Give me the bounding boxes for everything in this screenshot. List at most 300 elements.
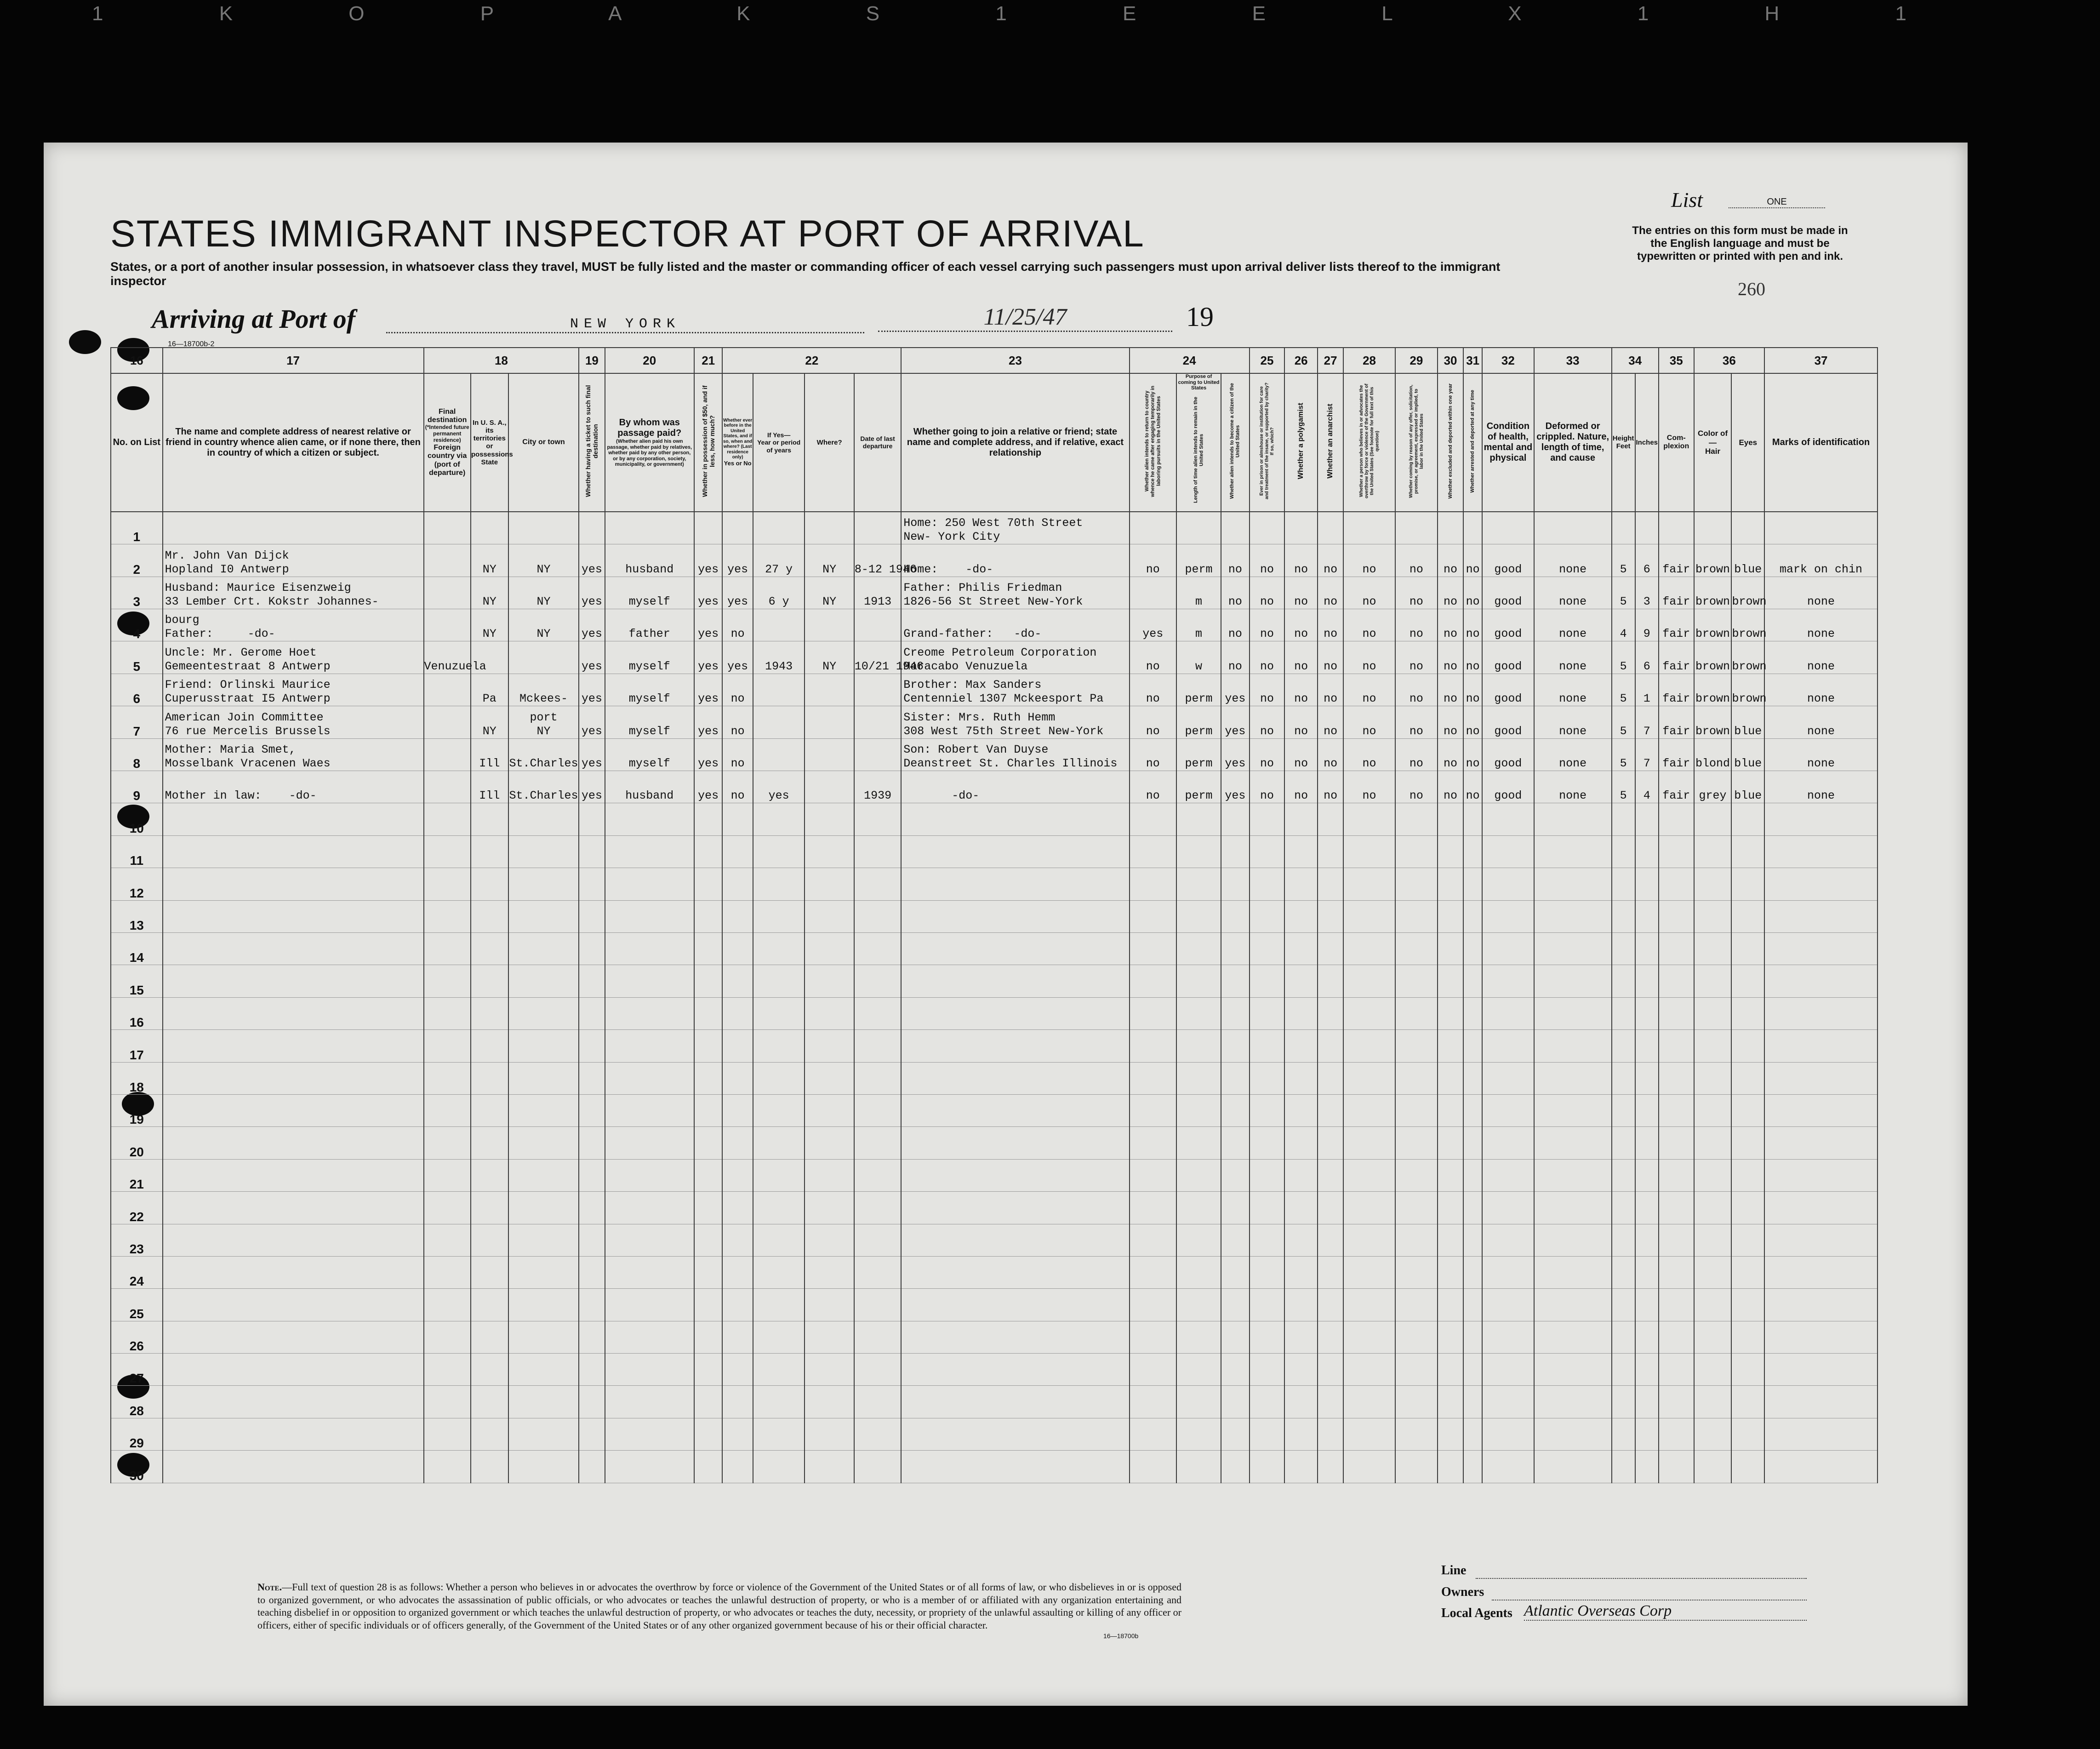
- empty-cell: [805, 1159, 854, 1191]
- years-in-us-value: 6 y: [768, 595, 789, 609]
- cell-q28: [1343, 544, 1395, 577]
- row-number: 10: [111, 803, 163, 835]
- cell-possession-50: [694, 706, 722, 738]
- empty-cell: [854, 1354, 901, 1386]
- empty-cell: [1612, 1321, 1635, 1353]
- empty-cell: [1463, 1094, 1482, 1126]
- cell-polygamist: [1284, 674, 1318, 706]
- empty-cell: [1534, 803, 1612, 835]
- empty-cell: [1318, 965, 1343, 997]
- empty-cell: [1612, 1289, 1635, 1321]
- cell-passage-paid-by: [605, 512, 694, 544]
- empty-cell: [1284, 1451, 1318, 1483]
- cell-join-relative: [901, 738, 1129, 771]
- empty-cell: [1250, 1418, 1285, 1450]
- empty-cell: [1659, 933, 1694, 965]
- empty-cell: [1635, 1418, 1659, 1450]
- empty-cell: [854, 1127, 901, 1159]
- table-row: [111, 1321, 1877, 1353]
- hair-color-value: brown: [1695, 692, 1730, 706]
- anarchist-value: no: [1324, 757, 1338, 771]
- height-inches-value: 9: [1643, 627, 1650, 641]
- q28-value: no: [1362, 627, 1376, 641]
- cell-years-in-us: [753, 641, 805, 674]
- cell-eye-color: [1731, 544, 1764, 577]
- cell-complexion: [1659, 544, 1694, 577]
- cell-anarchist: [1318, 577, 1343, 609]
- cell-deformed: [1534, 609, 1612, 641]
- foreign-country-value: Venuzuela: [424, 659, 486, 673]
- cell-purpose-length: [1176, 771, 1221, 803]
- q28-value: no: [1362, 757, 1376, 771]
- empty-cell: [424, 868, 471, 900]
- table-row: [111, 933, 1877, 965]
- empty-cell: [722, 1289, 753, 1321]
- empty-cell: [605, 1062, 694, 1094]
- row-number: 8: [111, 738, 163, 771]
- empty-cell: [722, 1030, 753, 1062]
- cell-health: [1482, 674, 1534, 706]
- hair-color-value: brown: [1695, 627, 1730, 641]
- cell-ever-before: [722, 738, 753, 771]
- header-complexion: Com-plexion: [1659, 373, 1694, 512]
- empty-cell: [1250, 1451, 1285, 1483]
- cell-q30: [1438, 738, 1463, 771]
- empty-cell: [805, 1224, 854, 1256]
- empty-cell: [854, 1418, 901, 1450]
- empty-cell: [1463, 1418, 1482, 1450]
- empty-cell: [722, 997, 753, 1029]
- empty-cell: [1130, 1321, 1176, 1353]
- empty-cell: [1694, 1354, 1732, 1386]
- empty-cell: [508, 1030, 579, 1062]
- empty-cell: [579, 1127, 605, 1159]
- table-row: [111, 609, 1877, 641]
- empty-cell: [605, 1321, 694, 1353]
- empty-cell: [1764, 868, 1877, 900]
- deformed-value: none: [1559, 595, 1587, 609]
- empty-cell: [1482, 997, 1534, 1029]
- date-last-departure-value: 1939: [864, 789, 892, 803]
- empty-cell: [508, 1451, 579, 1483]
- empty-cell: [805, 1418, 854, 1450]
- color-of-label: Color of—: [1697, 429, 1728, 447]
- cell-ever-before: [722, 706, 753, 738]
- cell-where: [805, 706, 854, 738]
- row-number: 9: [111, 771, 163, 803]
- date-last-departure-value: 1913: [864, 595, 892, 609]
- deformed-value: none: [1559, 692, 1587, 706]
- join-relative-value: Sister: Mrs. Ruth Hemm 308 West 75th Street New-York: [903, 710, 1104, 738]
- empty-cell: [1694, 1289, 1732, 1321]
- empty-cell: [694, 868, 722, 900]
- cell-q28: [1343, 674, 1395, 706]
- join-relative-value: Home: 250 West 70th Street New- York City: [903, 516, 1083, 544]
- empty-cell: [508, 1224, 579, 1256]
- height-feet-value: 5: [1620, 692, 1627, 706]
- empty-cell: [1318, 900, 1343, 932]
- empty-cell: [1659, 1062, 1694, 1094]
- colnum-29: 29: [1395, 348, 1438, 373]
- cell-passage-paid-by: [605, 609, 694, 641]
- cell-purpose-citizen: [1221, 641, 1249, 674]
- empty-cell: [805, 1354, 854, 1386]
- header-q26: [1284, 373, 1318, 512]
- list-value: ONE: [1729, 197, 1825, 208]
- cell-hair-color: [1694, 544, 1732, 577]
- anarchist-value: no: [1324, 627, 1338, 641]
- deformed-value: none: [1559, 757, 1587, 771]
- row-number: 26: [111, 1321, 163, 1353]
- empty-cell: [1221, 1451, 1249, 1483]
- header-possession-50: [694, 373, 722, 512]
- eye-color-value: brown: [1732, 692, 1767, 706]
- empty-cell: [1612, 868, 1635, 900]
- empty-cell: [1635, 1354, 1659, 1386]
- empty-cell: [1130, 868, 1176, 900]
- cell-eye-color: [1731, 641, 1767, 674]
- empty-cell: [1250, 1159, 1285, 1191]
- empty-cell: [1612, 803, 1635, 835]
- cell-polygamist: [1284, 609, 1318, 641]
- empty-cell: [805, 1321, 854, 1353]
- cell-dest-city: [508, 512, 579, 544]
- empty-cell: [854, 900, 901, 932]
- purpose-label: Purpose of coming to United States: [1178, 374, 1220, 391]
- empty-cell: [508, 1321, 579, 1353]
- cell-q28: [1343, 771, 1395, 803]
- dest-city-value: Mckees-: [519, 692, 568, 706]
- empty-cell: [854, 835, 901, 868]
- empty-cell: [579, 1030, 605, 1062]
- relative-abroad-value: Mother in law: -do-: [165, 789, 317, 803]
- empty-cell: [1463, 868, 1482, 900]
- empty-cell: [579, 1321, 605, 1353]
- purpose-length-value: m: [1195, 627, 1203, 641]
- empty-cell: [1130, 1451, 1176, 1483]
- identification-marks-value: none: [1807, 627, 1835, 641]
- empty-cell: [1482, 1062, 1534, 1094]
- empty-cell: [805, 1030, 854, 1062]
- cell-date-last-departure: [854, 706, 901, 738]
- cell-where: [805, 738, 854, 771]
- empty-cell: [1318, 868, 1343, 900]
- q31-value: no: [1466, 627, 1480, 641]
- empty-cell: [805, 1386, 854, 1418]
- empty-cell: [1731, 1159, 1764, 1191]
- empty-cell: [1764, 1256, 1877, 1288]
- cell-height-feet: [1612, 771, 1635, 803]
- eye-color-value: brown: [1732, 659, 1767, 673]
- empty-cell: [722, 1354, 753, 1386]
- cell-purpose-citizen: [1221, 771, 1249, 803]
- cell-purpose-return: [1130, 544, 1176, 577]
- empty-cell: [605, 900, 694, 932]
- empty-cell: [1534, 1030, 1612, 1062]
- anarchist-value: no: [1324, 659, 1338, 673]
- empty-cell: [753, 868, 805, 900]
- table-row: [111, 965, 1877, 997]
- height-inches-value: 7: [1643, 724, 1650, 738]
- header-q30: [1438, 373, 1463, 512]
- health-value: good: [1494, 562, 1522, 576]
- cell-q30: [1438, 512, 1463, 544]
- empty-cell: [424, 1256, 471, 1288]
- empty-cell: [1659, 1224, 1694, 1256]
- cell-eye-color: [1731, 706, 1764, 738]
- empty-cell: [1635, 1451, 1659, 1483]
- cell-hair-color: [1694, 512, 1732, 544]
- empty-cell: [1176, 835, 1221, 868]
- empty-cell: [805, 1062, 854, 1094]
- possession-50-value: yes: [698, 692, 719, 706]
- empty-cell: [1694, 933, 1732, 965]
- row-number: 14: [111, 933, 163, 965]
- empty-cell: [1635, 835, 1659, 868]
- row-number: 7: [111, 706, 163, 738]
- purpose-length-value: perm: [1185, 789, 1213, 803]
- empty-cell: [605, 868, 694, 900]
- empty-cell: [1284, 1289, 1318, 1321]
- footnote-label: Note.: [257, 1581, 282, 1593]
- cell-purpose-citizen: [1221, 512, 1249, 544]
- deformed-value: none: [1559, 627, 1587, 641]
- empty-cell: [1176, 803, 1221, 835]
- cell-years-in-us: [753, 544, 805, 577]
- page-number: 260: [1738, 279, 1765, 299]
- cell-foreign-country: [424, 771, 471, 803]
- cell-q30: [1438, 577, 1463, 609]
- empty-cell: [1176, 1321, 1221, 1353]
- empty-cell: [424, 965, 471, 997]
- polygamist-value: no: [1294, 789, 1308, 803]
- row-number: 4: [111, 609, 163, 641]
- cell-purpose-citizen: [1221, 544, 1249, 577]
- empty-cell: [901, 1451, 1129, 1483]
- empty-cell: [1482, 1094, 1534, 1126]
- empty-cell: [1731, 933, 1764, 965]
- empty-cell: [1534, 1159, 1612, 1191]
- empty-cell: [1395, 1386, 1438, 1418]
- empty-cell: [163, 1062, 424, 1094]
- empty-cell: [163, 1289, 424, 1321]
- empty-cell: [1612, 1354, 1635, 1386]
- empty-cell: [694, 1418, 722, 1450]
- q30-value: no: [1444, 724, 1458, 738]
- empty-cell: [1176, 1256, 1221, 1288]
- empty-cell: [1482, 1321, 1534, 1353]
- complexion-value: fair: [1662, 789, 1690, 803]
- empty-cell: [1221, 1224, 1249, 1256]
- empty-cell: [1395, 1127, 1438, 1159]
- empty-cell: [1659, 835, 1694, 868]
- table-row: [111, 1062, 1877, 1094]
- empty-cell: [1130, 1354, 1176, 1386]
- empty-cell: [1130, 1094, 1176, 1126]
- empty-cell: [1395, 1321, 1438, 1353]
- empty-cell: [1635, 1127, 1659, 1159]
- cell-dest-city: [508, 674, 579, 706]
- q30-value: no: [1444, 757, 1458, 771]
- empty-cell: [1764, 1030, 1877, 1062]
- empty-cell: [694, 900, 722, 932]
- empty-cell: [1395, 1289, 1438, 1321]
- empty-cell: [508, 900, 579, 932]
- empty-cell: [1635, 965, 1659, 997]
- cell-q30: [1438, 609, 1463, 641]
- empty-cell: [1176, 933, 1221, 965]
- empty-cell: [508, 1062, 579, 1094]
- empty-cell: [1463, 933, 1482, 965]
- cell-q29: [1395, 512, 1438, 544]
- empty-cell: [1534, 1127, 1612, 1159]
- empty-cell: [854, 933, 901, 965]
- empty-cell: [805, 1094, 854, 1126]
- polygamist-value: no: [1294, 659, 1308, 673]
- cell-eye-color: [1731, 674, 1767, 706]
- height-inches-value: 7: [1643, 757, 1650, 771]
- cell-height-inches: [1635, 641, 1659, 674]
- empty-cell: [1482, 1451, 1534, 1483]
- empty-cell: [1395, 835, 1438, 868]
- owners-field: [1492, 1585, 1807, 1600]
- empty-cell: [1221, 1386, 1249, 1418]
- header-year-period: [753, 373, 805, 512]
- header-q29: [1395, 373, 1438, 512]
- empty-cell: [1659, 1159, 1694, 1191]
- empty-cell: [579, 1224, 605, 1256]
- purpose-length-value: m: [1195, 595, 1203, 609]
- cell-height-inches: [1635, 738, 1659, 771]
- header-q28: [1343, 373, 1395, 512]
- empty-cell: [1221, 965, 1249, 997]
- row-number: 20: [111, 1127, 163, 1159]
- eye-color-value: blue: [1734, 757, 1762, 771]
- if-yes-label: If Yes—: [767, 431, 791, 439]
- cell-anarchist: [1318, 512, 1343, 544]
- empty-cell: [579, 900, 605, 932]
- empty-cell: [1482, 868, 1534, 900]
- cell-purpose-length: [1176, 512, 1221, 544]
- q25-value: no: [1260, 595, 1274, 609]
- height-feet-value: 5: [1620, 562, 1627, 576]
- cell-dest-state: [471, 706, 508, 738]
- empty-cell: [753, 1030, 805, 1062]
- cell-q31: [1463, 512, 1482, 544]
- cell-purpose-length: [1176, 674, 1221, 706]
- empty-cell: [1764, 1418, 1877, 1450]
- empty-cell: [1284, 803, 1318, 835]
- purpose-citizen-value: no: [1228, 562, 1242, 576]
- empty-cell: [163, 803, 424, 835]
- purpose-return-value: no: [1146, 724, 1160, 738]
- empty-cell: [1284, 1224, 1318, 1256]
- cell-height-feet: [1612, 512, 1635, 544]
- ever-before-value: yes: [727, 595, 748, 609]
- empty-cell: [753, 1192, 805, 1224]
- empty-cell: [579, 1062, 605, 1094]
- empty-cell: [1764, 1127, 1877, 1159]
- empty-cell: [1318, 1354, 1343, 1386]
- purpose-citizen-value: yes: [1225, 692, 1246, 706]
- empty-cell: [1635, 1094, 1659, 1126]
- cell-hair-color: [1694, 771, 1732, 803]
- empty-cell: [1284, 1321, 1318, 1353]
- ever-before-value: no: [730, 692, 745, 706]
- empty-cell: [1221, 868, 1249, 900]
- empty-cell: [694, 1386, 722, 1418]
- empty-cell: [854, 1159, 901, 1191]
- cell-q29: [1395, 577, 1438, 609]
- header-no-on-list: No. on List: [111, 373, 163, 512]
- purpose-return-value: no: [1146, 692, 1160, 706]
- complexion-value: fair: [1662, 724, 1690, 738]
- cell-complexion: [1659, 674, 1694, 706]
- empty-cell: [1438, 1094, 1463, 1126]
- years-in-us-value: yes: [768, 789, 789, 803]
- q25-value: no: [1260, 627, 1274, 641]
- empty-cell: [1343, 1354, 1395, 1386]
- empty-cell: [163, 900, 424, 932]
- final-destination-label: Final destination: [428, 407, 467, 424]
- q25-label: Ever in prison or almshouse or institution for care and treatment of the insane, or supported by charity? If so, which?: [1259, 383, 1275, 500]
- join-relative-value: Home: -do-: [903, 562, 993, 576]
- empty-cell: [722, 933, 753, 965]
- empty-cell: [1318, 1418, 1343, 1450]
- cell-possession-50: [694, 771, 722, 803]
- q30-value: no: [1444, 627, 1458, 641]
- header-q25: [1250, 373, 1285, 512]
- cell-q31: [1463, 641, 1482, 674]
- empty-cell: [471, 900, 508, 932]
- line-field: [1476, 1563, 1807, 1579]
- empty-cell: [1694, 997, 1732, 1029]
- empty-cell: [1395, 933, 1438, 965]
- empty-cell: [424, 1159, 471, 1191]
- empty-cell: [424, 835, 471, 868]
- empty-cell: [1731, 803, 1764, 835]
- empty-cell: [1612, 900, 1635, 932]
- footnote-text: —Full text of question 28 is as follows: Whether a person who believes in or advocates the overthrow by force or violence of the Government of the United States or of all forms of law, or who disbelieves in or is opposed to organized government, or who advocates the assassination of public officials, or who advocates or teaches the unlawful destruction of property, or who is a member of or affiliated with any organization entertaining and teaching disbelief in or opposition to organized government or which teaches the unlawful destruction of property, or who advocates or teaches the duty, necessity, or propriety of the unlawful assaulting or killing of any officer or officers, either of specific individuals or of officers generally, of the Government of the United States or of any other organized government because of his or their official character.: [257, 1581, 1181, 1631]
- cell-possession-50: [694, 641, 722, 674]
- empty-cell: [1221, 1321, 1249, 1353]
- cell-ever-before: [722, 577, 753, 609]
- empty-cell: [163, 1030, 424, 1062]
- empty-cell: [424, 900, 471, 932]
- empty-cell: [1176, 1192, 1221, 1224]
- empty-cell: [1482, 1386, 1534, 1418]
- purpose-return-value: no: [1146, 757, 1160, 771]
- empty-cell: [471, 1321, 508, 1353]
- empty-cell: [1463, 1062, 1482, 1094]
- dest-state-value: NY: [482, 595, 496, 609]
- empty-cell: [471, 1256, 508, 1288]
- header-purpose-a: [1130, 373, 1176, 512]
- empty-cell: [753, 835, 805, 868]
- header-hair: [1694, 373, 1732, 512]
- empty-cell: [1482, 933, 1534, 965]
- cell-polygamist: [1284, 512, 1318, 544]
- height-feet-value: 5: [1620, 659, 1627, 673]
- table-row: [111, 544, 1877, 577]
- empty-cell: [1612, 1451, 1635, 1483]
- cell-dest-city: [508, 738, 579, 771]
- cell-height-inches: [1635, 577, 1659, 609]
- empty-cell: [1438, 1386, 1463, 1418]
- empty-cell: [1176, 1451, 1221, 1483]
- join-relative-value: Grand-father: -do-: [903, 627, 1042, 641]
- feet-label: Feet: [1616, 442, 1631, 451]
